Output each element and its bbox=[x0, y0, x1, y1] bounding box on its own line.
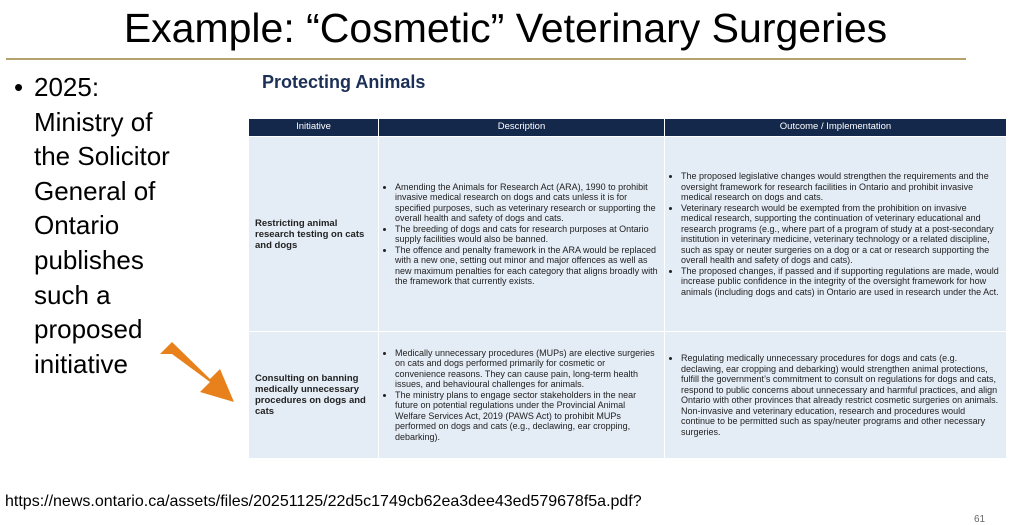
table-header-row bbox=[249, 119, 1007, 137]
page-number: 61 bbox=[974, 514, 986, 525]
outcome-item: • The proposed legislative changes would strengthen the requirements and the oversight framework for research facilities in Ontario and prohibit invasive medical research on dogs and cats. bbox=[681, 171, 1000, 203]
column-header-outcome: Outcome / Implementation bbox=[665, 119, 1007, 137]
figure-heading: Protecting Animals bbox=[262, 72, 426, 92]
table-row bbox=[249, 332, 1007, 459]
table-row bbox=[249, 137, 1007, 332]
bullet-line: Ministry of bbox=[34, 106, 153, 137]
bullet-line: publishes bbox=[34, 244, 144, 275]
description-item: • The breeding of dogs and cats for research purposes at Ontario supply facilities would also be banned. bbox=[395, 224, 658, 245]
outcome-item: • Regulating medically unnecessary procedures for dogs and cats (e.g. declawing, ear cropping and debarking) would strengthen animal protections, fulfill the government’s commitment to consult on regulations for dogs and cats, respond to public concerns about unnecessary and harmful practices, and align Ontario with other provinces that already restrict cosmetic surgeries on animals. Non-invasive and veterinary education, research and procedures would continue to be permitted such as spay/neuter programs and other necessary surgeries. bbox=[681, 353, 1000, 437]
description-cell bbox=[379, 332, 665, 459]
description-item: • The ministry plans to engage sector stakeholders in the near future on potential regulations under the Provincial Animal Welfare Services Act, 2019 (PAWS Act) to prohibit MUPs performed on dogs and cats (e.g., declawing, ear cropping, debarking). bbox=[395, 390, 658, 443]
outcome-cell bbox=[665, 137, 1007, 332]
bullet-text bbox=[34, 70, 214, 381]
outcome-cell bbox=[665, 332, 1007, 459]
bullet-line: General of bbox=[34, 175, 156, 206]
column-header-initiative: Initiative bbox=[249, 119, 379, 137]
initiatives-table bbox=[248, 118, 1007, 459]
bullet-dot: • bbox=[14, 72, 24, 102]
outcome-item: • Veterinary research would be exempted from the prohibition on invasive medical research, supporting the continuation of veterinary educational and research programs (e.g., where part of a program of study at a post-secondary institution in veterinary medicine, veterinary technology or a related discipline, such as spay or neuter surgeries on a dog or a cat or research supporting the overall health and safety of dogs and cats). bbox=[681, 203, 1000, 266]
source-url[interactable]: https://news.ontario.ca/assets/files/20251125/22d5c1749cb62ea3dee43ed579678f5a.pdf? bbox=[5, 493, 642, 510]
arrow-icon bbox=[160, 342, 242, 408]
outcome-item: • The proposed changes, if passed and if supporting regulations are made, would increase public confidence in the integrity of the oversight framework for how animals (including dogs and cats) in Ontario are used in research under the Act. bbox=[681, 266, 1000, 298]
column-header-description: Description bbox=[379, 119, 665, 137]
bullet-line: Ontario bbox=[34, 210, 120, 241]
description-cell bbox=[379, 137, 665, 332]
slide-title: Example: “Cosmetic” Veterinary Surgeries bbox=[123, 5, 888, 51]
description-item: • The offence and penalty framework in the ARA would be replaced with a new one, setting out minor and major offences as well as new maximum penalties for each category that aligns broadly with the framework that currently exists. bbox=[395, 245, 658, 287]
bullet-line: proposed bbox=[34, 314, 143, 345]
description-item: • Medically unnecessary procedures (MUPs) are elective surgeries on cats and dogs performed primarily for cosmetic or convenience reasons. They can cause pain, long-term health issues, and behavioural challenges for animals. bbox=[395, 348, 658, 390]
title-underline bbox=[6, 58, 966, 60]
initiative-cell: Restricting animal research testing on cats and dogs bbox=[249, 137, 379, 332]
initiative-cell: Consulting on banning medically unnecessary procedures on dogs and cats bbox=[249, 332, 379, 459]
bullet-line: initiative bbox=[34, 348, 128, 379]
bullet-line: such a bbox=[34, 279, 111, 310]
description-item: • Amending the Animals for Research Act (ARA), 1990 to prohibit invasive medical research on dogs and cats unless it is for specified purposes, such as veterinary research or supporting the overall health and safety of dogs and cats. bbox=[395, 182, 658, 224]
bullet-line: the Solicitor bbox=[34, 141, 170, 172]
bullet-line: 2025: bbox=[34, 72, 100, 102]
